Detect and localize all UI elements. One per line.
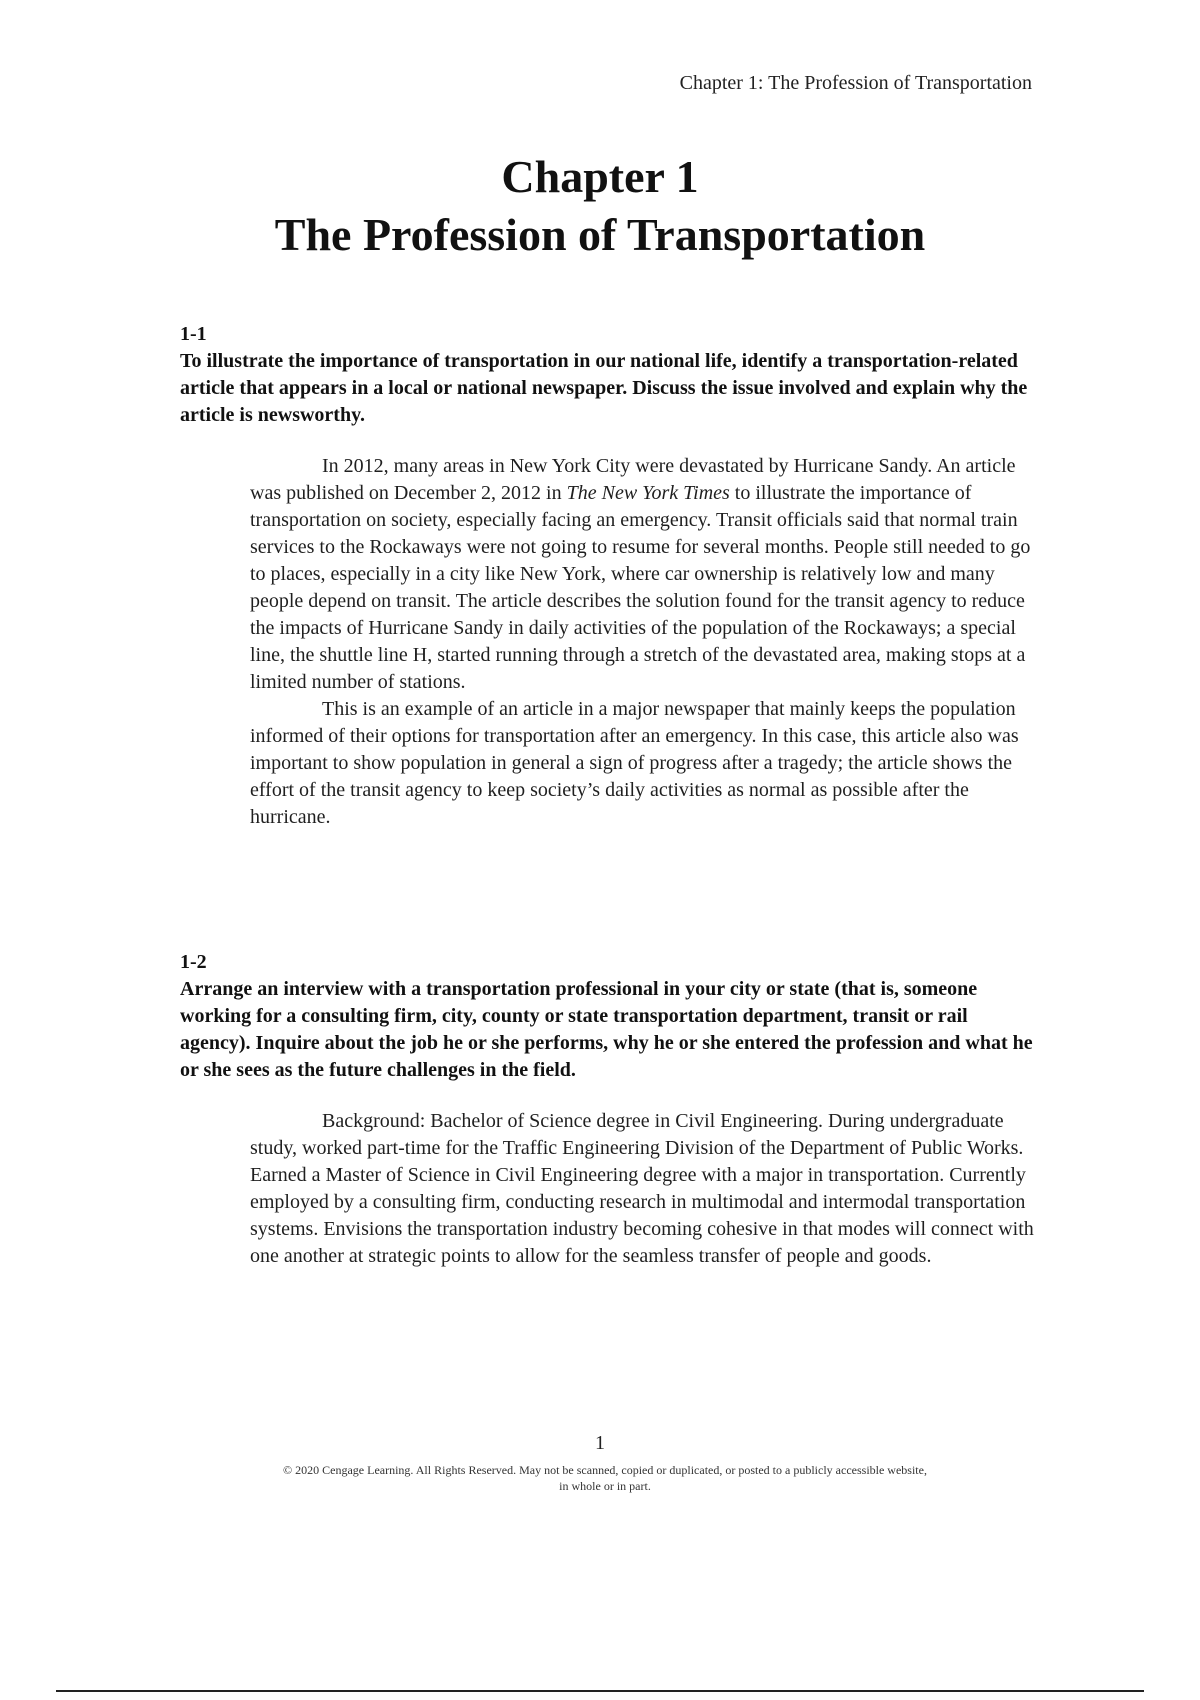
- copyright-line: in whole or in part.: [559, 1479, 651, 1493]
- answer-block: [250, 453, 1040, 831]
- chapter-number-title: Chapter 1: [501, 151, 699, 202]
- chapter-subtitle: The Profession of Transportation: [274, 209, 926, 260]
- page-bottom-divider: [56, 1690, 1144, 1692]
- answer-paragraph: Background: Bachelor of Science degree in Civil Engineering. During undergraduate study, worked part-time for the Traffic Engineering Division of the Department of Public Works. Earned a Master of Science in Civil Engineering degree with a major in transportation. Currently employed by a consulting firm, conducting research in multimodal and intermodal transportation systems. Envisions the transportation industry becoming cohesive in that modes will connect with one another at strategic points to allow for the seamless transfer of people and goods.: [250, 1110, 1034, 1267]
- chapter-title-block: [0, 148, 1200, 264]
- copyright-line: © 2020 Cengage Learning. All Rights Reserved. May not be scanned, copied or duplicated, or posted to a publicly accessible website,: [283, 1463, 927, 1477]
- question-prompt: To illustrate the importance of transportation in our national life, identify a transportation-related article that appears in a local or national newspaper. Discuss the issue involved and explain why the article is newsworthy.: [180, 350, 1028, 426]
- question-prompt: Arrange an interview with a transportation professional in your city or state (that is, someone working for a consulting firm, city, county or state transportation department, transit or rail agency). Inquire about the job he or she performs, why he or she entered the profession and what he or she sees as the future challenges in the field.: [180, 978, 1033, 1081]
- question-number: 1-1: [180, 323, 207, 345]
- answer-paragraph: This is an example of an article in a major newspaper that mainly keeps the population informed of their options for transportation after an emergency. In this case, this article also was important to show population in general a sign of progress after a tragedy; the article shows the effort of the transit agency to keep society’s daily activities as normal as possible after the hurricane.: [250, 698, 1019, 828]
- answer-paragraph: [250, 453, 1040, 696]
- newspaper-title: The New York Times: [566, 482, 730, 504]
- answer-text: to illustrate the importance of transportation on society, especially facing an emergency. Transit officials said that normal train services to the Rockaways were not going to resume for several months. People still needed to go to places, especially in a city like New York, where car ownership is relatively low and many people depend on transit. The article describes the solution found for the transit agency to reduce the impacts of Hurricane Sandy in daily activities of the population of the Rockaways; a special line, the shuttle line H, started running through a stretch of the devastated area, making stops at a limited number of stations.: [250, 482, 1031, 693]
- question-1-1: [180, 320, 1040, 831]
- answer-text: In 2012, many areas in New York City were devastated by Hurricane Sandy. An article was published on December 2, 2012 in: [250, 455, 1016, 504]
- copyright-notice: [170, 1462, 1040, 1494]
- question-number: 1-2: [180, 951, 207, 973]
- running-header: Chapter 1: The Profession of Transportation: [679, 72, 1032, 94]
- question-1-2: [180, 948, 1040, 1270]
- page-number: 1: [595, 1432, 605, 1454]
- answer-block: [250, 1108, 1040, 1270]
